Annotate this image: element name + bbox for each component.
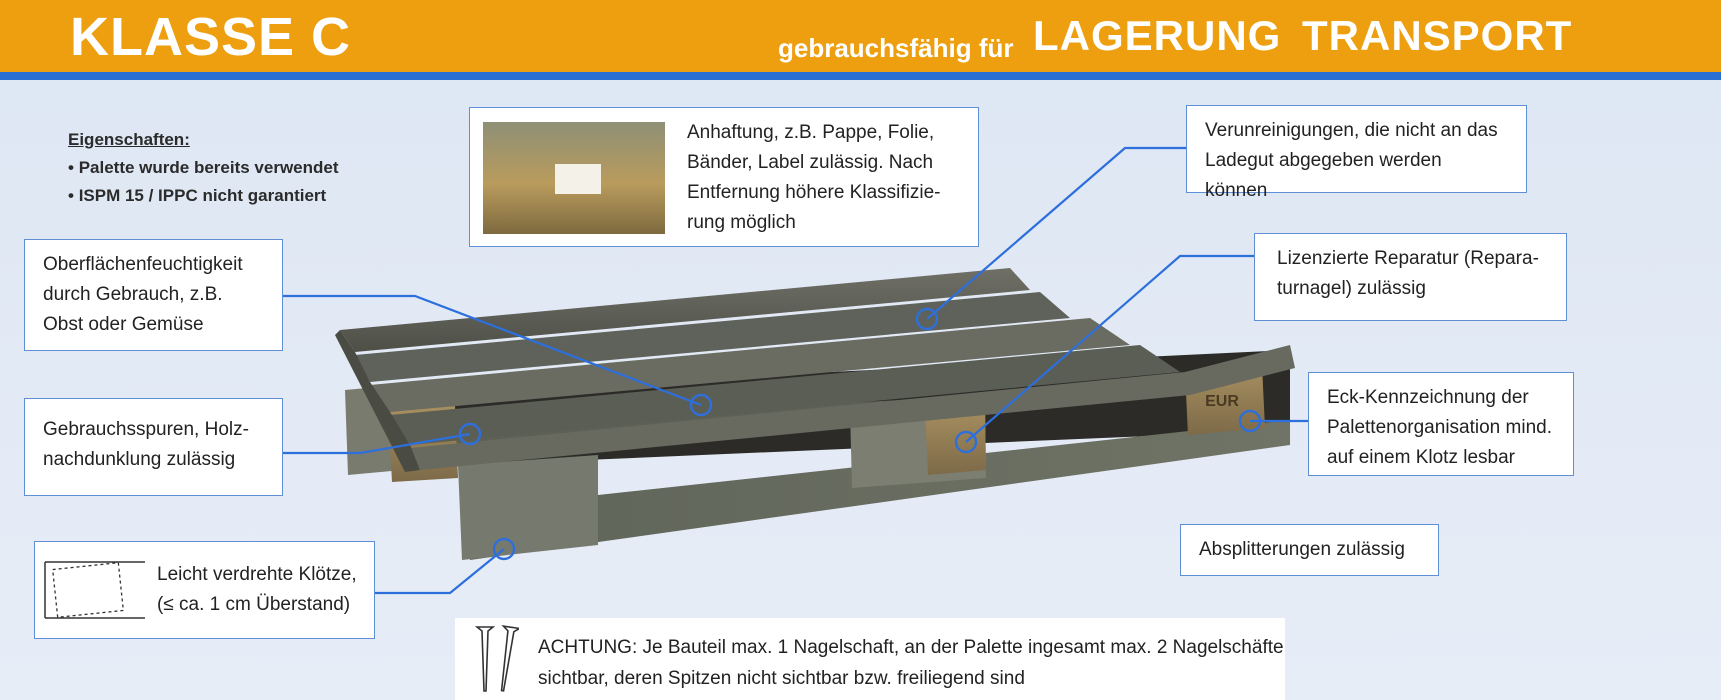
callout-marking bbox=[1308, 372, 1574, 476]
callout-repair bbox=[1254, 233, 1567, 321]
callout-contamination-text: Verunreinigungen, die nicht an das Ladegut abgegeben werden können bbox=[1205, 120, 1498, 201]
callout-blocks bbox=[34, 541, 375, 639]
rotated-blocks-icon bbox=[43, 560, 147, 630]
callout-wear-text: Gebrauchsspuren, Holz-nachdunklung zulässig bbox=[43, 419, 249, 470]
properties-heading: Eigenschaften: bbox=[68, 130, 190, 149]
callout-adhesion-text: Anhaftung, z.B. Pappe, Folie, Bänder, Label zulässig. Nach Entfernung höhere Klassifizie-rung möglich bbox=[687, 122, 941, 233]
callout-adhesion bbox=[469, 107, 979, 247]
callout-splinters bbox=[1180, 524, 1439, 576]
adhesion-photo bbox=[483, 122, 665, 234]
callout-blocks-text: Leicht verdrehte Klötze, (≤ ca. 1 cm Überstand) bbox=[157, 564, 357, 615]
callout-contamination bbox=[1186, 105, 1527, 201]
pallet-mark-text: EUR bbox=[1205, 393, 1239, 410]
pallet-block bbox=[458, 455, 598, 560]
callout-wear bbox=[24, 398, 283, 496]
callout-moisture-text: Oberflächenfeuchtigkeit durch Gebrauch, z.B. Obst oder Gemüse bbox=[43, 254, 243, 335]
warning-box bbox=[455, 618, 1285, 700]
usability-prefix: gebrauchsfähig für bbox=[778, 33, 1014, 63]
property-item: • ISPM 15 / IPPC nicht garantiert bbox=[68, 186, 339, 206]
callout-splinters-text: Absplitterungen zulässig bbox=[1199, 539, 1405, 560]
callout-moisture bbox=[24, 239, 283, 351]
warning-text: ACHTUNG: Je Bauteil max. 1 Nagelschaft, an der Palette ingesamt max. 2 Nagelschäfte sichtbar, deren Spitzen nicht sichtbar bzw. freiliegend sind bbox=[538, 637, 1284, 689]
usability-label: LAGERUNG TRANSPORT bbox=[1033, 12, 1573, 59]
callout-repair-text: Lizenzierte Reparatur (Repara-turnagel) zulässig bbox=[1277, 248, 1539, 299]
adhesion-label-sticker bbox=[555, 164, 601, 194]
nail-icon bbox=[475, 623, 519, 695]
property-item: • Palette wurde bereits verwendet bbox=[68, 158, 339, 178]
callout-marking-text: Eck-Kennzeichnung der Palettenorganisation mind. auf einem Klotz lesbar bbox=[1327, 387, 1552, 468]
class-title: KLASSE C bbox=[70, 7, 352, 67]
